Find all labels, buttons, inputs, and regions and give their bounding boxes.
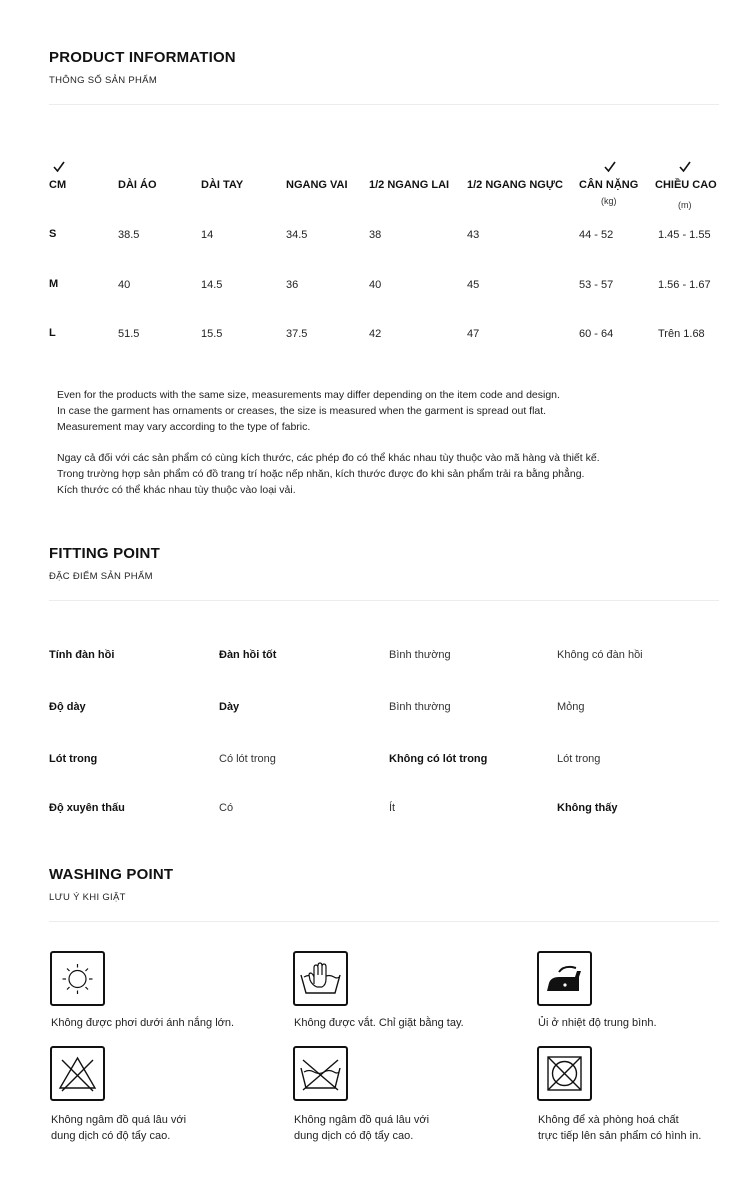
no-bleach-icon (50, 1046, 105, 1101)
fitting-option-selected: Dày (219, 701, 240, 713)
notes-english (57, 387, 560, 435)
table-cell: 60 - 64 (579, 328, 614, 340)
divider (49, 600, 719, 601)
table-cell: 34.5 (286, 229, 308, 241)
table-cell: 37.5 (286, 328, 308, 340)
table-cell: 14.5 (201, 279, 223, 291)
table-cell: 43 (467, 229, 480, 241)
header-weight: CÂN NẶNG (579, 179, 639, 191)
size-label: M (49, 278, 59, 290)
fitting-option: Lót trong (557, 753, 601, 765)
iron-icon (537, 951, 592, 1006)
washing-caption: Không để xà phòng hoá chất trực tiếp lên sản phẩm có hình in. (538, 1114, 702, 1142)
no-wash-icon (293, 1046, 348, 1101)
table-cell: 15.5 (201, 328, 223, 340)
header-length: DÀI ÁO (118, 179, 157, 191)
washing-caption: Ủi ở nhiệt độ trung bình. (538, 1017, 657, 1029)
table-cell: 1.45 - 1.55 (658, 229, 711, 241)
fitting-option: Bình thường (389, 701, 451, 713)
sun-icon (50, 951, 105, 1006)
header-shoulder: NGANG VAI (286, 179, 348, 191)
table-cell: 47 (467, 328, 480, 340)
header-sleeve: DÀI TAY (201, 179, 244, 191)
note-line: Measurement may vary according to the type of fabric. (57, 421, 311, 433)
fitting-option: Mỏng (557, 701, 585, 713)
table-cell: 51.5 (118, 328, 140, 340)
notes-vietnamese (57, 450, 600, 498)
unit-weight: (kg) (601, 196, 617, 206)
fitting-option: Có (219, 802, 234, 814)
table-cell: 40 (118, 279, 131, 291)
fitting-label: Độ xuyên thấu (49, 802, 125, 814)
note-line: Trong trường hợp sản phẩm có đồ trang trí hoặc nếp nhăn, kích thước được đo khi sản phẩm trải ra bằng phẳng. (57, 468, 585, 480)
fitting-option-selected: Không thấy (557, 802, 618, 814)
note-line: Ngay cả đối với các sản phẩm có cùng kích thước, các phép đo có thể khác nhau tùy thuộc vào mã hàng và thiết kế. (57, 452, 600, 464)
product-info-title: PRODUCT INFORMATION (49, 49, 236, 66)
fitting-label: Tính đàn hồi (49, 649, 115, 661)
fitting-option-selected: Không có lót trong (389, 753, 488, 765)
washing-caption: Không ngâm đồ quá lâu với dung dịch có độ tẩy cao. (51, 1114, 187, 1142)
washing-caption: Không được phơi dưới ánh nắng lớn. (51, 1017, 235, 1029)
divider (49, 921, 719, 922)
fitting-option: Bình thường (389, 649, 451, 661)
washing-subtitle: LƯU Ý KHI GIẶT (49, 892, 126, 903)
fitting-option: Không có đàn hồi (557, 649, 643, 661)
fitting-title: FITTING POINT (49, 545, 160, 562)
table-cell: 38 (369, 229, 382, 241)
header-hem: 1/2 NGANG LAI (369, 179, 450, 191)
washing-title: WASHING POINT (49, 866, 174, 883)
check-icon (52, 160, 66, 174)
washing-caption: Không được vắt. Chỉ giặt bằng tay. (294, 1017, 464, 1029)
header-height: CHIỀU CAO (655, 179, 717, 191)
check-icon (603, 160, 617, 174)
unit-height: (m) (678, 200, 692, 210)
note-line: In case the garment has ornaments or creases, the size is measured when the garment is spread out flat. (57, 405, 547, 417)
table-cell: 45 (467, 279, 480, 291)
fitting-option-selected: Đàn hồi tốt (219, 649, 277, 661)
table-cell: 38.5 (118, 229, 140, 241)
product-info-subtitle: THÔNG SỐ SẢN PHẨM (49, 75, 158, 86)
hand-wash-icon (293, 951, 348, 1006)
washing-caption: Không ngâm đồ quá lâu với dung dịch có độ tẩy cao. (294, 1114, 430, 1142)
header-cm: CM (49, 179, 67, 191)
table-cell: Trên 1.68 (658, 328, 705, 340)
fitting-option: Có lót trong (219, 753, 276, 765)
note-line: Even for the products with the same size, measurements may differ depending on the item code and design. (57, 389, 560, 401)
table-cell: 40 (369, 279, 382, 291)
no-tumble-dry-icon (537, 1046, 592, 1101)
check-icon (678, 160, 692, 174)
table-cell: 53 - 57 (579, 279, 614, 291)
header-chest: 1/2 NGANG NGỰC (467, 179, 563, 191)
fitting-option: Ít (389, 802, 396, 814)
table-cell: 14 (201, 229, 214, 241)
note-line: Kích thước có thể khác nhau tùy thuộc vào loại vải. (57, 484, 296, 496)
table-cell: 1.56 - 1.67 (658, 279, 711, 291)
fitting-subtitle: ĐẶC ĐIỂM SẢN PHẨM (49, 571, 153, 582)
table-cell: 42 (369, 328, 382, 340)
fitting-label: Lót trong (49, 753, 98, 765)
size-label: L (49, 327, 56, 339)
table-cell: 36 (286, 279, 299, 291)
table-cell: 44 - 52 (579, 229, 614, 241)
fitting-label: Độ dày (49, 701, 86, 713)
divider (49, 104, 719, 105)
size-label: S (49, 228, 57, 240)
